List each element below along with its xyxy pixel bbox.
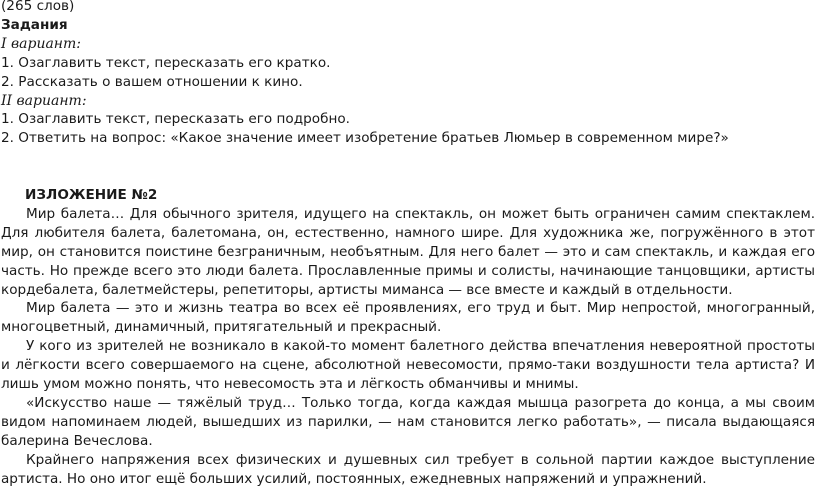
essay-paragraph-3: У кого из зрителей не возникало в какой-то момент балетного действа впечатления невероятной простоты и лёгкости всего совершаемого на сцене, абсолютной невесомости, прямо-таки воздушности тела артиста? И лишь умом можно понять, что невесомость эта и лёгкость обманчивы и мнимы. xyxy=(1,338,815,393)
variant-2-task-2: 2. Ответить на вопрос: «Какое значение имеет изобретение братьев Люмьер в современном мире?» xyxy=(1,130,729,147)
essay-paragraph-2: Мир балета — это и жизнь театра во всех её проявлениях, его труд и быт. Мир непростой, многогранный, многоцветный, динамичный, притягательный и прекрасный. xyxy=(1,300,815,336)
spacer xyxy=(0,167,816,186)
word-count: (265 слов) xyxy=(1,0,75,14)
variant-2-task-1: 1. Озаглавить текст, пересказать его подробно. xyxy=(1,111,351,128)
variant-1-task-1: 1. Озаглавить текст, пересказать его кратко. xyxy=(1,54,331,71)
variant-2-title: II вариант: xyxy=(1,92,87,109)
essay-paragraph-4: «Искусство наше — тяжёлый труд… Только тогда, когда каждая мышца разогрета до конца, а мы своим видом напоминаем людей, вышедших из парилки, — нам становится легко работать», — писала выдающаяся балерина Вечеслова. xyxy=(1,395,815,449)
essay-paragraph-5: Крайнего напряжения всех физических и душевных сил требует в сольной партии каждое выступление артиста. Но оно итог ещё больших усилий, постоянных, ежедневных напряжений и упражнений. xyxy=(1,451,815,487)
essay-title: ИЗЛОЖЕНИЕ №2 xyxy=(25,187,158,204)
tasks-heading: Задания xyxy=(1,16,68,33)
variant-1-title: I вариант: xyxy=(1,35,82,52)
essay-paragraph-1: Мир балета… Для обычного зрителя, идущего на спектакль, он может быть ограничен самим спектаклем. Для любителя балета, балетомана, он, естественно, намного шире. Для художника же, погружённого в этот мир, он становится поистине безграничным, необъятным. Для него балет — это и сам спектакль, и каждая его часть. Но прежде всего это люди балета. Прославленные примы и солисты, начинающие танцовщики, артисты кордебалета, балетмейстеры, репетиторы, артисты миманса — все вместе и каждый в отдельности. xyxy=(1,205,815,298)
variant-1-task-2: 2. Рассказать о вашем отношении к кино. xyxy=(1,73,303,90)
spacer xyxy=(0,148,816,167)
